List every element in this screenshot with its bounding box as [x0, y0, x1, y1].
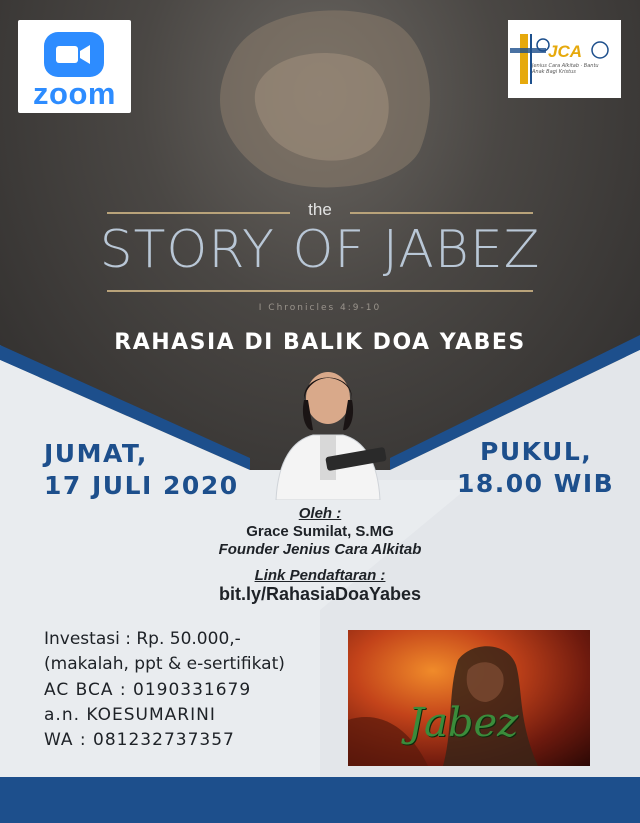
jca-logo [508, 20, 621, 98]
footer-band [0, 777, 640, 823]
page-title: STORY OF JABEZ [99, 220, 541, 280]
zoom-logo [18, 20, 131, 113]
bible-verse: I Chronicles 4:9-10 [258, 303, 382, 313]
video-camera-icon [44, 32, 104, 77]
info-bank-account: AC BCA : 0190331679 [44, 680, 252, 700]
jca-tagline: Jenius Cara Alkitab · Bantu Anak Bagi Kristus [532, 63, 599, 75]
registration-link[interactable]: bit.ly/RahasiaDoaYabes [218, 584, 422, 604]
info-includes: (makalah, ppt & e-sertifikat) [44, 654, 285, 674]
registration-label: Link Pendaftaran : [254, 567, 386, 584]
jabez-caption: Jabez [408, 700, 519, 746]
zoom-wordmark: zoom [33, 76, 116, 111]
event-time-label: PUKUL, [480, 437, 593, 466]
info-whatsapp: WA : 081232737357 [44, 730, 235, 750]
event-time: 18.00 WIB [457, 469, 615, 498]
info-account-name: a.n. KOESUMARINI [44, 705, 216, 725]
speaker-role: Founder Jenius Cara Alkitab [218, 541, 422, 558]
title-prefix: the [308, 200, 332, 219]
speaker-name: Grace Sumilat, S.MG [246, 523, 394, 540]
event-day: JUMAT, [44, 439, 148, 468]
speaker-label: Oleh : [298, 505, 342, 522]
subtitle: RAHASIA DI BALIK DOA YABES [114, 330, 526, 355]
jca-wordmark: JCA [548, 42, 583, 61]
speaker-photo [268, 360, 388, 500]
camera-glyph [44, 32, 104, 77]
title-bottom-rule [107, 290, 533, 292]
jabez-artwork [348, 630, 590, 766]
event-date: 17 JULI 2020 [44, 471, 239, 500]
info-price: Investasi : Rp. 50.000,- [44, 629, 241, 649]
